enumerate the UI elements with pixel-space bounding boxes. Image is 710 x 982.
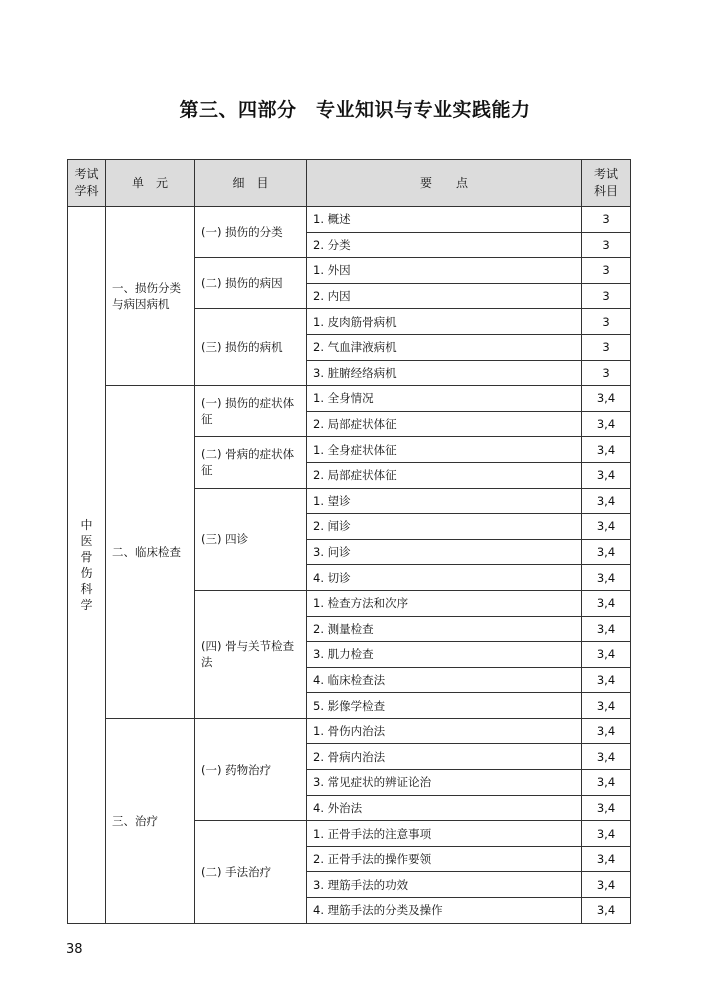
detail-cell: (三) 损伤的病机 (195, 309, 307, 386)
table-row (68, 207, 631, 233)
level-cell: 3,4 (582, 386, 631, 412)
level-cell: 3,4 (582, 795, 631, 821)
level-cell: 3,4 (582, 693, 631, 719)
point-cell: 2. 骨病内治法 (307, 744, 582, 770)
point-cell: 1. 正骨手法的注意事项 (307, 821, 582, 847)
point-cell: 1. 望诊 (307, 488, 582, 514)
level-cell: 3,4 (582, 642, 631, 668)
detail-cell: (一) 损伤的症状体征 (195, 386, 307, 437)
point-cell: 3. 常见症状的辨证论治 (307, 770, 582, 796)
table-body (68, 207, 631, 924)
point-cell: 1. 皮肉筋骨病机 (307, 309, 582, 335)
level-cell: 3,4 (582, 539, 631, 565)
unit-cell: 二、临床检查 (106, 386, 195, 719)
subject-label: 中医骨伤科学 (80, 517, 93, 612)
point-cell: 2. 测量检查 (307, 616, 582, 642)
point-cell: 1. 概述 (307, 207, 582, 233)
level-cell: 3,4 (582, 872, 631, 898)
header-point: 要 点 (307, 160, 582, 207)
page-number: 38 (66, 942, 83, 957)
point-cell: 2. 内因 (307, 283, 582, 309)
point-cell: 3. 理筋手法的功效 (307, 872, 582, 898)
point-cell: 2. 正骨手法的操作要领 (307, 846, 582, 872)
point-cell: 1. 全身症状体征 (307, 437, 582, 463)
point-cell: 1. 骨伤内治法 (307, 718, 582, 744)
point-cell: 2. 气血津液病机 (307, 334, 582, 360)
header-detail: 细 目 (195, 160, 307, 207)
detail-cell: (一) 药物治疗 (195, 718, 307, 820)
level-cell: 3,4 (582, 565, 631, 591)
level-cell: 3 (582, 207, 631, 233)
point-cell: 4. 临床检查法 (307, 667, 582, 693)
point-cell: 1. 全身情况 (307, 386, 582, 412)
level-cell: 3,4 (582, 462, 631, 488)
level-cell: 3,4 (582, 770, 631, 796)
level-cell: 3,4 (582, 488, 631, 514)
point-cell: 3. 脏腑经络病机 (307, 360, 582, 386)
level-cell: 3,4 (582, 821, 631, 847)
point-cell: 4. 外治法 (307, 795, 582, 821)
table-row (68, 386, 631, 412)
point-cell: 2. 闻诊 (307, 514, 582, 540)
level-cell: 3,4 (582, 718, 631, 744)
level-cell: 3 (582, 232, 631, 258)
level-cell: 3,4 (582, 590, 631, 616)
level-cell: 3,4 (582, 514, 631, 540)
level-cell: 3 (582, 334, 631, 360)
page-title: 第三、四部分 专业知识与专业实践能力 (179, 99, 531, 121)
level-cell: 3,4 (582, 667, 631, 693)
level-cell: 3 (582, 309, 631, 335)
detail-cell: (二) 手法治疗 (195, 821, 307, 923)
point-cell: 2. 局部症状体征 (307, 462, 582, 488)
point-cell: 4. 切诊 (307, 565, 582, 591)
table-header-row (68, 160, 631, 207)
level-cell: 3 (582, 360, 631, 386)
detail-cell: (一) 损伤的分类 (195, 207, 307, 258)
point-cell: 2. 分类 (307, 232, 582, 258)
header-subject (68, 160, 106, 207)
point-cell: 1. 检查方法和次序 (307, 590, 582, 616)
level-cell: 3,4 (582, 846, 631, 872)
unit-cell: 一、损伤分类与病因病机 (106, 207, 195, 386)
unit-cell: 三、治疗 (106, 718, 195, 923)
level-cell: 3 (582, 283, 631, 309)
header-level-label: 考试 科目 (593, 167, 618, 198)
point-cell: 2. 局部症状体征 (307, 411, 582, 437)
level-cell: 3,4 (582, 616, 631, 642)
level-cell: 3,4 (582, 411, 631, 437)
level-cell: 3,4 (582, 437, 631, 463)
table-row (68, 718, 631, 744)
point-cell: 1. 外因 (307, 258, 582, 284)
point-cell: 3. 肌力检查 (307, 642, 582, 668)
header-unit: 单 元 (106, 160, 195, 207)
level-cell: 3,4 (582, 898, 631, 924)
subject-cell (68, 207, 106, 924)
header-subject-label: 考试 学科 (74, 167, 99, 198)
header-level (582, 160, 631, 207)
detail-cell: (二) 损伤的病因 (195, 258, 307, 309)
point-cell: 4. 理筋手法的分类及操作 (307, 898, 582, 924)
point-cell: 3. 问诊 (307, 539, 582, 565)
level-cell: 3,4 (582, 744, 631, 770)
detail-cell: (四) 骨与关节检查法 (195, 590, 307, 718)
syllabus-table (67, 159, 631, 924)
detail-cell: (二) 骨病的症状体征 (195, 437, 307, 488)
level-cell: 3 (582, 258, 631, 284)
detail-cell: (三) 四诊 (195, 488, 307, 590)
point-cell: 5. 影像学检查 (307, 693, 582, 719)
